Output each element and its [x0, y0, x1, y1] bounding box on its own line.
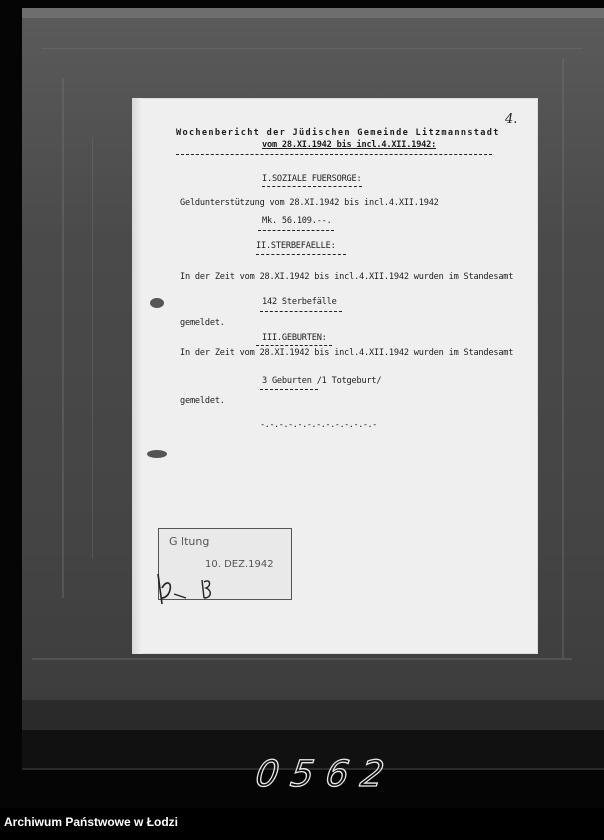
- welfare-amount: Mk. 56.109.--.: [262, 216, 332, 226]
- count-underline: [260, 389, 318, 390]
- backing-fiber: [32, 658, 572, 660]
- births-line: In der Zeit vom 28.XI.1942 bis incl.4.XII.1942 wurden im Standesamt: [180, 348, 514, 358]
- section-heading-welfare: I.SOZIALE FUERSORGE:: [262, 174, 362, 184]
- deaths-line: In der Zeit vom 28.XI.1942 bis incl.4.XII.1942 wurden im Standesamt: [180, 272, 514, 282]
- page-number: 4.: [505, 112, 518, 127]
- handwritten-initials: [152, 568, 222, 608]
- page-edge-shade: [132, 98, 142, 654]
- section-heading-births: III.GEBURTEN:: [262, 333, 327, 343]
- title-separator: [176, 154, 492, 155]
- closing-separator: -.-.-.-.-.-.-.-.-.-.-.-.-: [260, 420, 377, 430]
- heading-underline: [256, 345, 332, 346]
- stamp-office-text: G ltung: [169, 535, 210, 548]
- amount-underline: [258, 230, 334, 231]
- backing-fiber: [62, 78, 64, 598]
- births-closing: gemeldet.: [180, 396, 225, 406]
- backing-fiber: [42, 48, 582, 49]
- deaths-count: 142 Sterbefälle: [262, 297, 337, 307]
- welfare-line: Geldunterstützung vom 28.XI.1942 bis incl.4.XII.1942: [180, 198, 439, 208]
- punch-hole: [147, 450, 167, 458]
- document-title: Wochenbericht der Jüdischen Gemeinde Litzmannstadt: [176, 128, 500, 138]
- archive-name: Archiwum Państwowe w Łodzi: [4, 815, 179, 829]
- count-underline: [260, 311, 342, 312]
- stamp-date: 10. DEZ.1942: [205, 559, 274, 570]
- backing-fiber: [562, 58, 564, 658]
- section-heading-deaths: II.STERBEFAELLE:: [256, 241, 336, 251]
- births-count: 3 Geburten /1 Totgeburt/: [262, 376, 382, 386]
- punch-hole: [150, 298, 164, 308]
- film-frame-number: 0562: [253, 754, 399, 795]
- heading-underline: [262, 186, 362, 187]
- deaths-closing: gemeldet.: [180, 318, 225, 328]
- document-date-range: vom 28.XI.1942 bis incl.4.XII.1942:: [262, 140, 437, 150]
- heading-underline: [256, 254, 346, 255]
- backing-fiber: [92, 138, 93, 558]
